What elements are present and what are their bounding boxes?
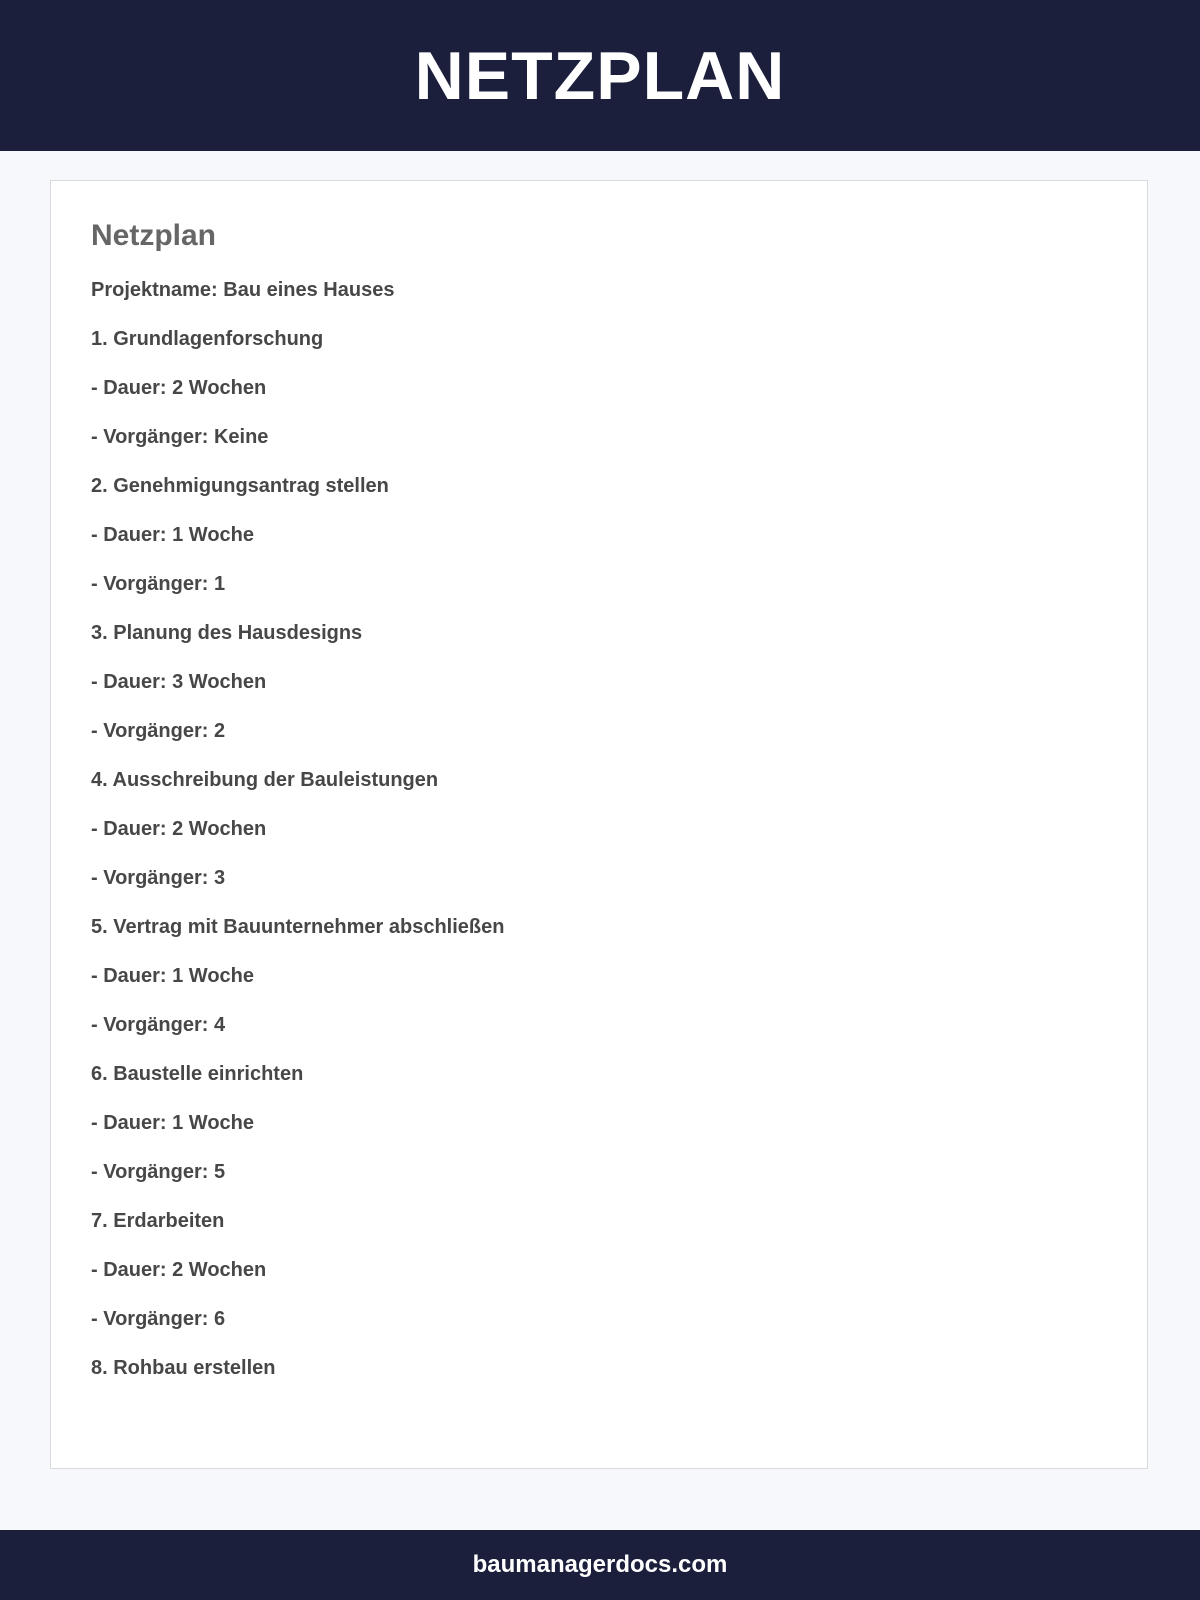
document-line: 8. Rohbau erstellen [91,1357,276,1379]
page-title: NETZPLAN [414,37,786,114]
document-line: - Vorgänger: 1 [91,573,226,595]
document-line: - Dauer: 1 Woche [91,1112,254,1134]
document-line: - Dauer: 2 Wochen [91,818,267,840]
document-line: - Vorgänger: 5 [91,1161,226,1183]
document-line: - Dauer: 1 Woche [91,524,254,546]
document-lines [91,280,504,1407]
document-line: - Vorgänger: 6 [91,1308,226,1330]
document-line: 4. Ausschreibung der Bauleistungen [91,769,439,791]
document-line: - Dauer: 1 Woche [91,965,254,987]
document-line: - Vorgänger: 3 [91,867,226,889]
document-line: - Vorgänger: Keine [91,426,269,448]
document-line: - Vorgänger: 4 [91,1014,226,1036]
document-line: Projektname: Bau eines Hauses [91,279,395,301]
header-banner [0,0,1200,151]
document-line: 3. Planung des Hausdesigns [91,622,363,644]
document-line: - Dauer: 3 Wochen [91,671,267,693]
document-card [50,180,1148,1469]
document-line: - Vorgänger: 2 [91,720,226,742]
document-line: - Dauer: 2 Wochen [91,1259,267,1281]
footer-banner [0,1530,1200,1600]
document-line: 6. Baustelle einrichten [91,1063,304,1085]
document-title: Netzplan [91,219,217,252]
document-line: 1. Grundlagenforschung [91,328,324,350]
footer-site-link[interactable]: baumanagerdocs.com [472,1551,728,1578]
document-line: 7. Erdarbeiten [91,1210,225,1232]
document-line: 2. Genehmigungsantrag stellen [91,475,389,497]
document-line: - Dauer: 2 Wochen [91,377,267,399]
document-line: 5. Vertrag mit Bauunternehmer abschließen [91,916,505,938]
